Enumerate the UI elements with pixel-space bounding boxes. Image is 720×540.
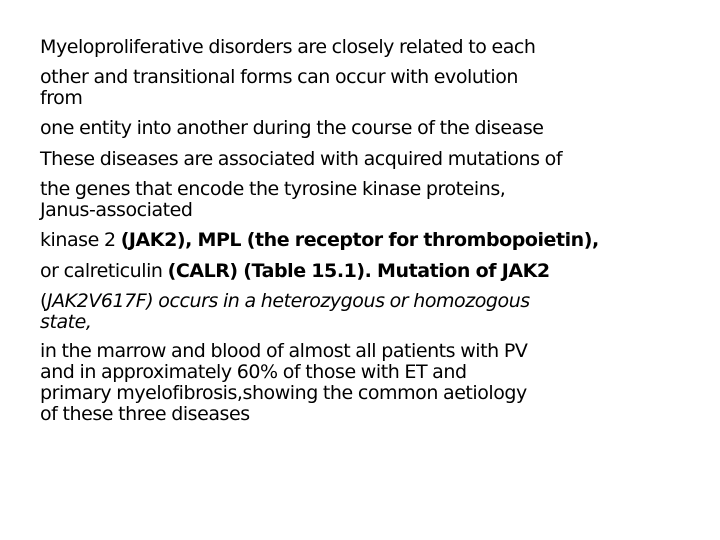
text-normal: kinase 2 [40,229,121,251]
text-bold: (CALR) (Table 15.1). Mutation of JAK2 [167,260,550,282]
text-line: primary myelofibrosis,showing the common aetiology [40,382,527,404]
text-line: other and transitional forms can occur with evolution [40,66,519,88]
open-paren: ( [40,290,47,312]
text-line: These diseases are associated with acquired mutations of [40,148,563,170]
text-line: the genes that encode the tyrosine kinase proteins, [40,178,506,200]
text-line: Janus-associated [40,199,193,221]
text-italic: JAK2V617F) occurs in a heterozygous or homozogous [46,290,530,312]
paragraph-7 [40,260,680,283]
text-line: of these three diseases [40,403,250,425]
text-bold: (JAK2), MPL (the receptor for thrombopoietin), [120,229,599,251]
paragraph-1 [40,36,680,59]
text-italic: state, [40,311,92,333]
paragraph-9 [40,341,680,425]
text-line: one entity into another during the course of the disease [40,117,544,139]
paragraph-5 [40,179,680,221]
paragraph-2 [40,67,680,109]
text-line [40,291,680,312]
paragraph-6 [40,229,680,252]
text-line: and in approximately 60% of those with ET and [40,361,467,383]
text-normal: or calreticulin [40,260,168,282]
paragraph-8 [40,291,680,333]
slide-body [40,36,680,433]
text-line: from [40,87,83,109]
paragraph-4 [40,148,680,171]
text-line: in the marrow and blood of almost all patients with PV [40,340,528,362]
paragraph-3 [40,117,680,140]
text-line: Myeloproliferative disorders are closely related to each [40,36,536,58]
